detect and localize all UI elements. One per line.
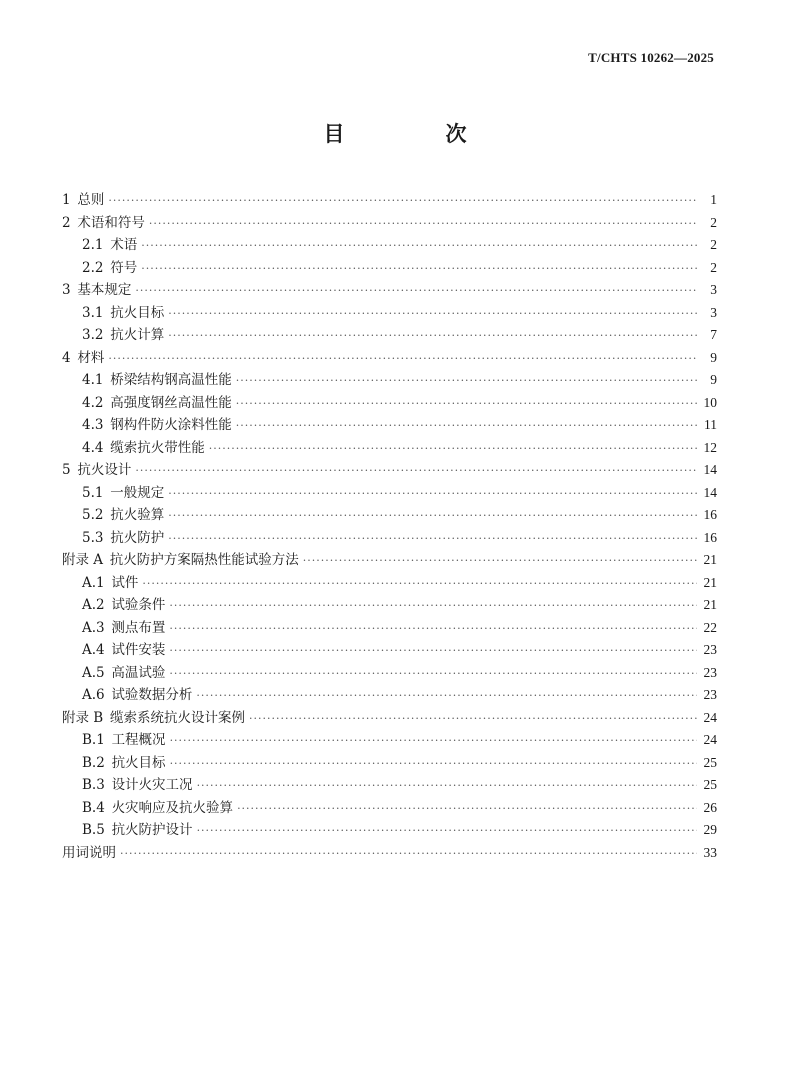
toc-leader-dots <box>197 824 697 837</box>
toc-entry-page: 16 <box>703 529 717 545</box>
toc-entry-number: A.5 <box>82 664 112 681</box>
toc-entry[interactable] <box>62 796 717 819</box>
toc-entry-title: 抗火计算 <box>110 327 165 343</box>
toc-entry-page: 2 <box>710 214 717 230</box>
toc-entry-page: 24 <box>703 732 717 747</box>
toc-entry[interactable] <box>62 526 717 549</box>
toc-entry-page: 21 <box>703 597 717 612</box>
toc-leader-dots <box>149 217 697 230</box>
toc-entry[interactable] <box>62 211 717 234</box>
toc-entry-number: A.4 <box>82 642 112 658</box>
toc-leader-dots <box>135 464 697 477</box>
toc-entry[interactable] <box>62 323 717 346</box>
toc-entry-title: 基本规定 <box>77 282 132 298</box>
toc-entry-title: 缆索系统抗火设计案例 <box>109 709 245 726</box>
toc-leader-dots <box>142 577 697 590</box>
toc-entry-title: 测点布置 <box>111 619 166 636</box>
toc-entry-number: A.1 <box>82 574 112 591</box>
toc-entry-title: 术语和符号 <box>77 214 145 231</box>
toc-entry-number: 5 <box>62 462 78 478</box>
toc-entry[interactable] <box>62 481 717 504</box>
toc-entry[interactable] <box>62 661 717 684</box>
toc-entry-title: 火灾响应及抗火验算 <box>111 799 234 816</box>
toc-entry-number: B.2 <box>82 754 112 771</box>
toc-entry-number: 附录 A <box>62 552 110 568</box>
toc-leader-dots <box>135 284 697 297</box>
toc-entry-number: 1 <box>62 192 78 208</box>
toc-entry-number: 2.2 <box>82 259 111 276</box>
toc-entry[interactable] <box>62 706 717 729</box>
toc-leader-dots <box>237 802 697 815</box>
toc-entry-title: 桥梁结构钢高温性能 <box>110 372 232 388</box>
toc-entry[interactable] <box>62 773 717 796</box>
toc-entry-page: 7 <box>710 327 717 342</box>
toc-entry[interactable] <box>62 368 717 391</box>
toc-entry[interactable] <box>62 436 717 459</box>
toc-entry[interactable] <box>62 233 717 256</box>
toc-entry-title: 高强度钢丝高温性能 <box>110 394 232 411</box>
toc-leader-dots <box>141 239 697 252</box>
toc-entry-page: 2 <box>710 237 717 252</box>
toc-leader-dots <box>209 442 697 455</box>
toc-leader-dots <box>197 779 697 792</box>
toc-entry-page: 21 <box>703 574 717 590</box>
toc-entry[interactable] <box>62 458 717 481</box>
toc-entry-number: B.5 <box>82 822 112 838</box>
toc-leader-dots <box>236 397 697 410</box>
toc-entry[interactable] <box>62 616 717 639</box>
toc-entry-number: 3.1 <box>82 304 111 321</box>
toc-entry-title: 抗火设计 <box>77 462 132 478</box>
toc-leader-dots <box>168 329 697 342</box>
toc-entry-number: 4.3 <box>82 417 111 433</box>
toc-entry-title: 一般规定 <box>110 484 165 501</box>
table-of-contents <box>62 188 717 863</box>
toc-entry-number: 3 <box>62 282 78 298</box>
toc-leader-dots <box>120 847 697 860</box>
toc-leader-dots <box>141 262 697 275</box>
toc-entry-title: 抗火防护设计 <box>111 822 193 838</box>
toc-leader-dots <box>303 554 697 567</box>
toc-entry-number: 3.2 <box>82 327 111 343</box>
toc-leader-dots <box>108 194 697 207</box>
toc-entry-title: 抗火防护 <box>110 529 165 546</box>
toc-leader-dots <box>168 487 697 500</box>
toc-entry-title: 术语 <box>110 237 138 253</box>
toc-entry-number: 5.1 <box>82 484 111 501</box>
toc-entry-number: B.3 <box>82 777 112 793</box>
toc-leader-dots <box>249 712 697 725</box>
toc-entry[interactable] <box>62 301 717 324</box>
toc-entry-page: 23 <box>703 642 717 657</box>
toc-entry-title: 抗火防护方案隔热性能试验方法 <box>109 552 299 568</box>
toc-entry-title: 抗火目标 <box>111 754 166 771</box>
toc-leader-dots <box>108 352 697 365</box>
toc-entry-page: 21 <box>703 552 717 567</box>
toc-entry-page: 25 <box>703 754 717 770</box>
toc-entry-title: 试件安装 <box>111 642 166 658</box>
toc-entry-page: 14 <box>703 484 717 500</box>
toc-entry-page: 16 <box>703 507 717 522</box>
toc-entry-page: 26 <box>703 799 717 815</box>
standard-code: T/CHTS 10262—2025 <box>588 50 714 65</box>
toc-leader-dots <box>168 532 697 545</box>
toc-entry-page: 33 <box>703 844 717 860</box>
toc-entry-title: 试件 <box>111 574 139 591</box>
toc-leader-dots <box>196 689 697 702</box>
toc-entry-number: A.2 <box>82 597 112 613</box>
toc-entry-number: A.6 <box>82 687 112 703</box>
toc-leader-dots <box>170 734 697 747</box>
toc-entry[interactable] <box>62 728 717 751</box>
toc-entry[interactable] <box>62 593 717 616</box>
toc-entry-number: A.3 <box>82 619 112 636</box>
toc-leader-dots <box>236 419 697 432</box>
toc-leader-dots <box>170 757 697 770</box>
toc-leader-dots <box>169 667 697 680</box>
toc-entry[interactable] <box>62 346 717 369</box>
toc-entry-page: 11 <box>704 417 717 432</box>
toc-entry-page: 9 <box>710 372 717 387</box>
toc-entry-title: 缆索抗火带性能 <box>110 439 205 456</box>
toc-entry[interactable] <box>62 188 717 211</box>
toc-entry-page: 23 <box>703 664 717 680</box>
toc-leader-dots <box>169 599 697 612</box>
toc-entry-page: 22 <box>703 619 717 635</box>
toc-entry-page: 25 <box>703 777 717 792</box>
toc-entry[interactable] <box>62 818 717 841</box>
toc-entry[interactable] <box>62 751 717 774</box>
toc-entry-title: 设计火灾工况 <box>111 777 193 793</box>
toc-entry-number: 2 <box>62 214 78 231</box>
toc-entry-title: 抗火目标 <box>110 304 165 321</box>
toc-entry[interactable] <box>62 548 717 571</box>
toc-entry-number: 附录 B <box>62 709 110 726</box>
toc-entry-page: 3 <box>710 282 717 297</box>
toc-entry-title: 高温试验 <box>111 664 166 681</box>
toc-entry[interactable] <box>62 683 717 706</box>
page-title: 目 次 <box>323 121 507 146</box>
toc-leader-dots <box>236 374 697 387</box>
toc-entry-title: 钢构件防火涂料性能 <box>110 417 232 433</box>
toc-entry-title: 总则 <box>77 192 105 208</box>
toc-entry-title: 材料 <box>77 349 105 366</box>
toc-entry-page: 2 <box>710 259 717 275</box>
toc-entry-title: 用词说明 <box>62 844 116 861</box>
toc-entry-page: 9 <box>710 349 717 365</box>
toc-entry-page: 29 <box>703 822 717 837</box>
toc-leader-dots <box>168 509 697 522</box>
toc-leader-dots <box>169 644 697 657</box>
toc-entry-number: 4.1 <box>82 372 111 388</box>
toc-entry[interactable] <box>62 571 717 594</box>
toc-entry[interactable] <box>62 256 717 279</box>
toc-entry-page: 23 <box>703 687 717 702</box>
toc-entry-page: 10 <box>703 394 717 410</box>
toc-entry[interactable] <box>62 278 717 301</box>
toc-entry-number: 5.2 <box>82 507 111 523</box>
toc-entry-number: 4.2 <box>82 394 111 411</box>
toc-leader-dots <box>168 307 697 320</box>
toc-entry-page: 14 <box>703 462 717 477</box>
toc-entry-number: 4 <box>62 349 78 366</box>
toc-entry[interactable] <box>62 413 717 436</box>
toc-entry-number: B.4 <box>82 799 112 816</box>
toc-leader-dots <box>169 622 697 635</box>
toc-entry-title: 试验数据分析 <box>111 687 193 703</box>
toc-entry[interactable] <box>62 503 717 526</box>
toc-entry-page: 12 <box>703 439 717 455</box>
toc-entry-page: 3 <box>710 304 717 320</box>
toc-entry-title: 抗火验算 <box>110 507 165 523</box>
toc-entry-page: 1 <box>710 192 717 207</box>
toc-entry[interactable] <box>62 638 717 661</box>
toc-entry-number: 5.3 <box>82 529 111 546</box>
toc-entry-title: 符号 <box>110 259 138 276</box>
toc-entry-number: 2.1 <box>82 237 111 253</box>
toc-entry[interactable] <box>62 841 717 864</box>
toc-entry-title: 工程概况 <box>111 732 166 748</box>
toc-entry[interactable] <box>62 391 717 414</box>
toc-entry-number: 4.4 <box>82 439 111 456</box>
toc-entry-page: 24 <box>703 709 717 725</box>
toc-entry-title: 试验条件 <box>111 597 166 613</box>
toc-entry-number: B.1 <box>82 732 112 748</box>
